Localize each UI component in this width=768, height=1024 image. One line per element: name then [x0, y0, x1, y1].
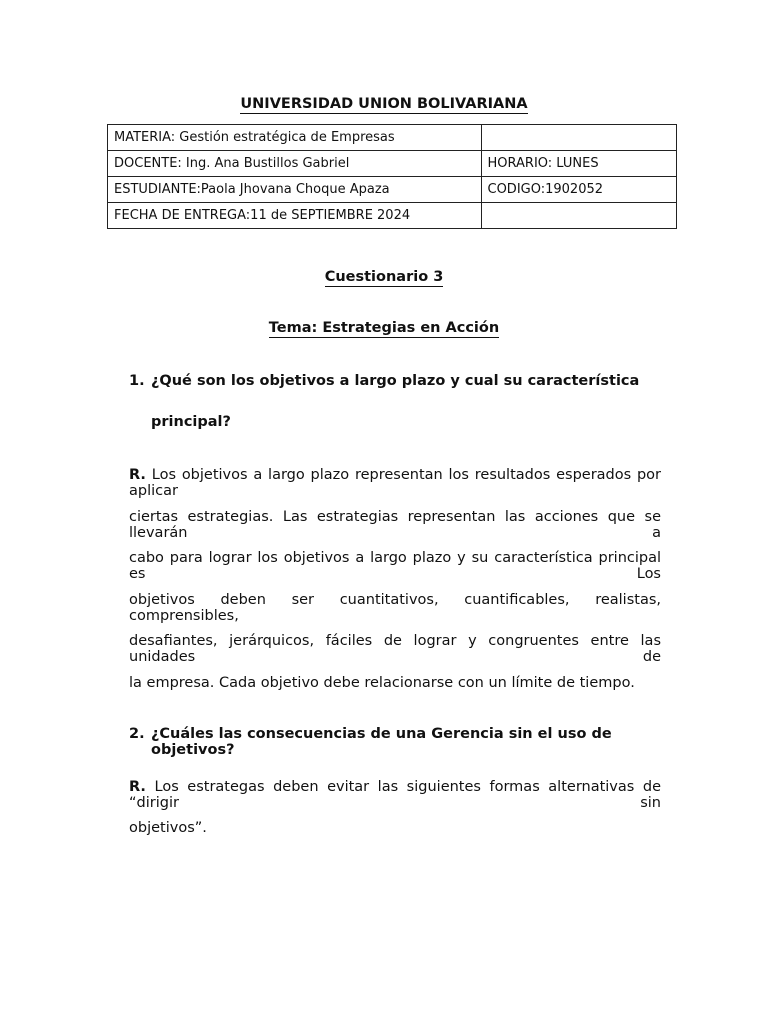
table-row — [108, 203, 677, 229]
answer-prefix: R. — [129, 467, 146, 483]
question-number: 1. — [129, 373, 145, 389]
table-row — [108, 125, 677, 151]
docente-cell: DOCENTE: Ing. Ana Bustillos Gabriel — [108, 151, 482, 177]
codigo-cell: CODIGO:1902052 — [481, 177, 677, 203]
answer-line: la empresa. Cada objetivo debe relacionarse con un límite de tiempo. — [129, 675, 635, 691]
answer-line: R. Los estrategas deben evitar las siguientes formas alternativas de “dirigir sin — [129, 779, 661, 811]
answer-line: R. Los objetivos a largo plazo representan los resultados esperados por aplicar — [129, 467, 662, 499]
empty-cell — [481, 203, 677, 229]
materia-cell: MATERIA: Gestión estratégica de Empresas — [108, 125, 482, 151]
question-line: ¿Cuáles las consecuencias de una Gerencia sin el uso de objetivos? — [151, 726, 612, 758]
info-table — [107, 124, 677, 229]
answer-line: objetivos”. — [129, 820, 207, 836]
answer-line: ciertas estrategias. Las estrategias representan las acciones que se llevarán a — [129, 509, 661, 541]
topic-heading: Tema: Estrategias en Acción — [268, 320, 500, 336]
table-row — [108, 177, 677, 203]
question-line: principal? — [151, 414, 231, 430]
empty-cell — [481, 125, 677, 151]
document-title: Cuestionario 3 — [324, 269, 444, 285]
fecha-entrega-cell: FECHA DE ENTREGA:11 de SEPTIEMBRE 2024 — [108, 203, 482, 229]
question-number: 2. — [129, 726, 145, 742]
estudiante-cell: ESTUDIANTE:Paola Jhovana Choque Apaza — [108, 177, 482, 203]
answer-line: objetivos deben ser cuantitativos, cuantificables, realistas, comprensibles, — [129, 592, 661, 624]
horario-cell: HORARIO: LUNES — [481, 151, 677, 177]
question-line: ¿Qué son los objetivos a largo plazo y cual su característica — [151, 373, 640, 389]
table-row — [108, 151, 677, 177]
university-title: UNIVERSIDAD UNION BOLIVARIANA — [240, 96, 528, 112]
answer-line: cabo para lograr los objetivos a largo plazo y su característica principal es Los — [129, 550, 661, 582]
answer-prefix: R. — [129, 779, 146, 795]
answer-line: desafiantes, jerárquicos, fáciles de lograr y congruentes entre las unidades de — [129, 633, 661, 665]
